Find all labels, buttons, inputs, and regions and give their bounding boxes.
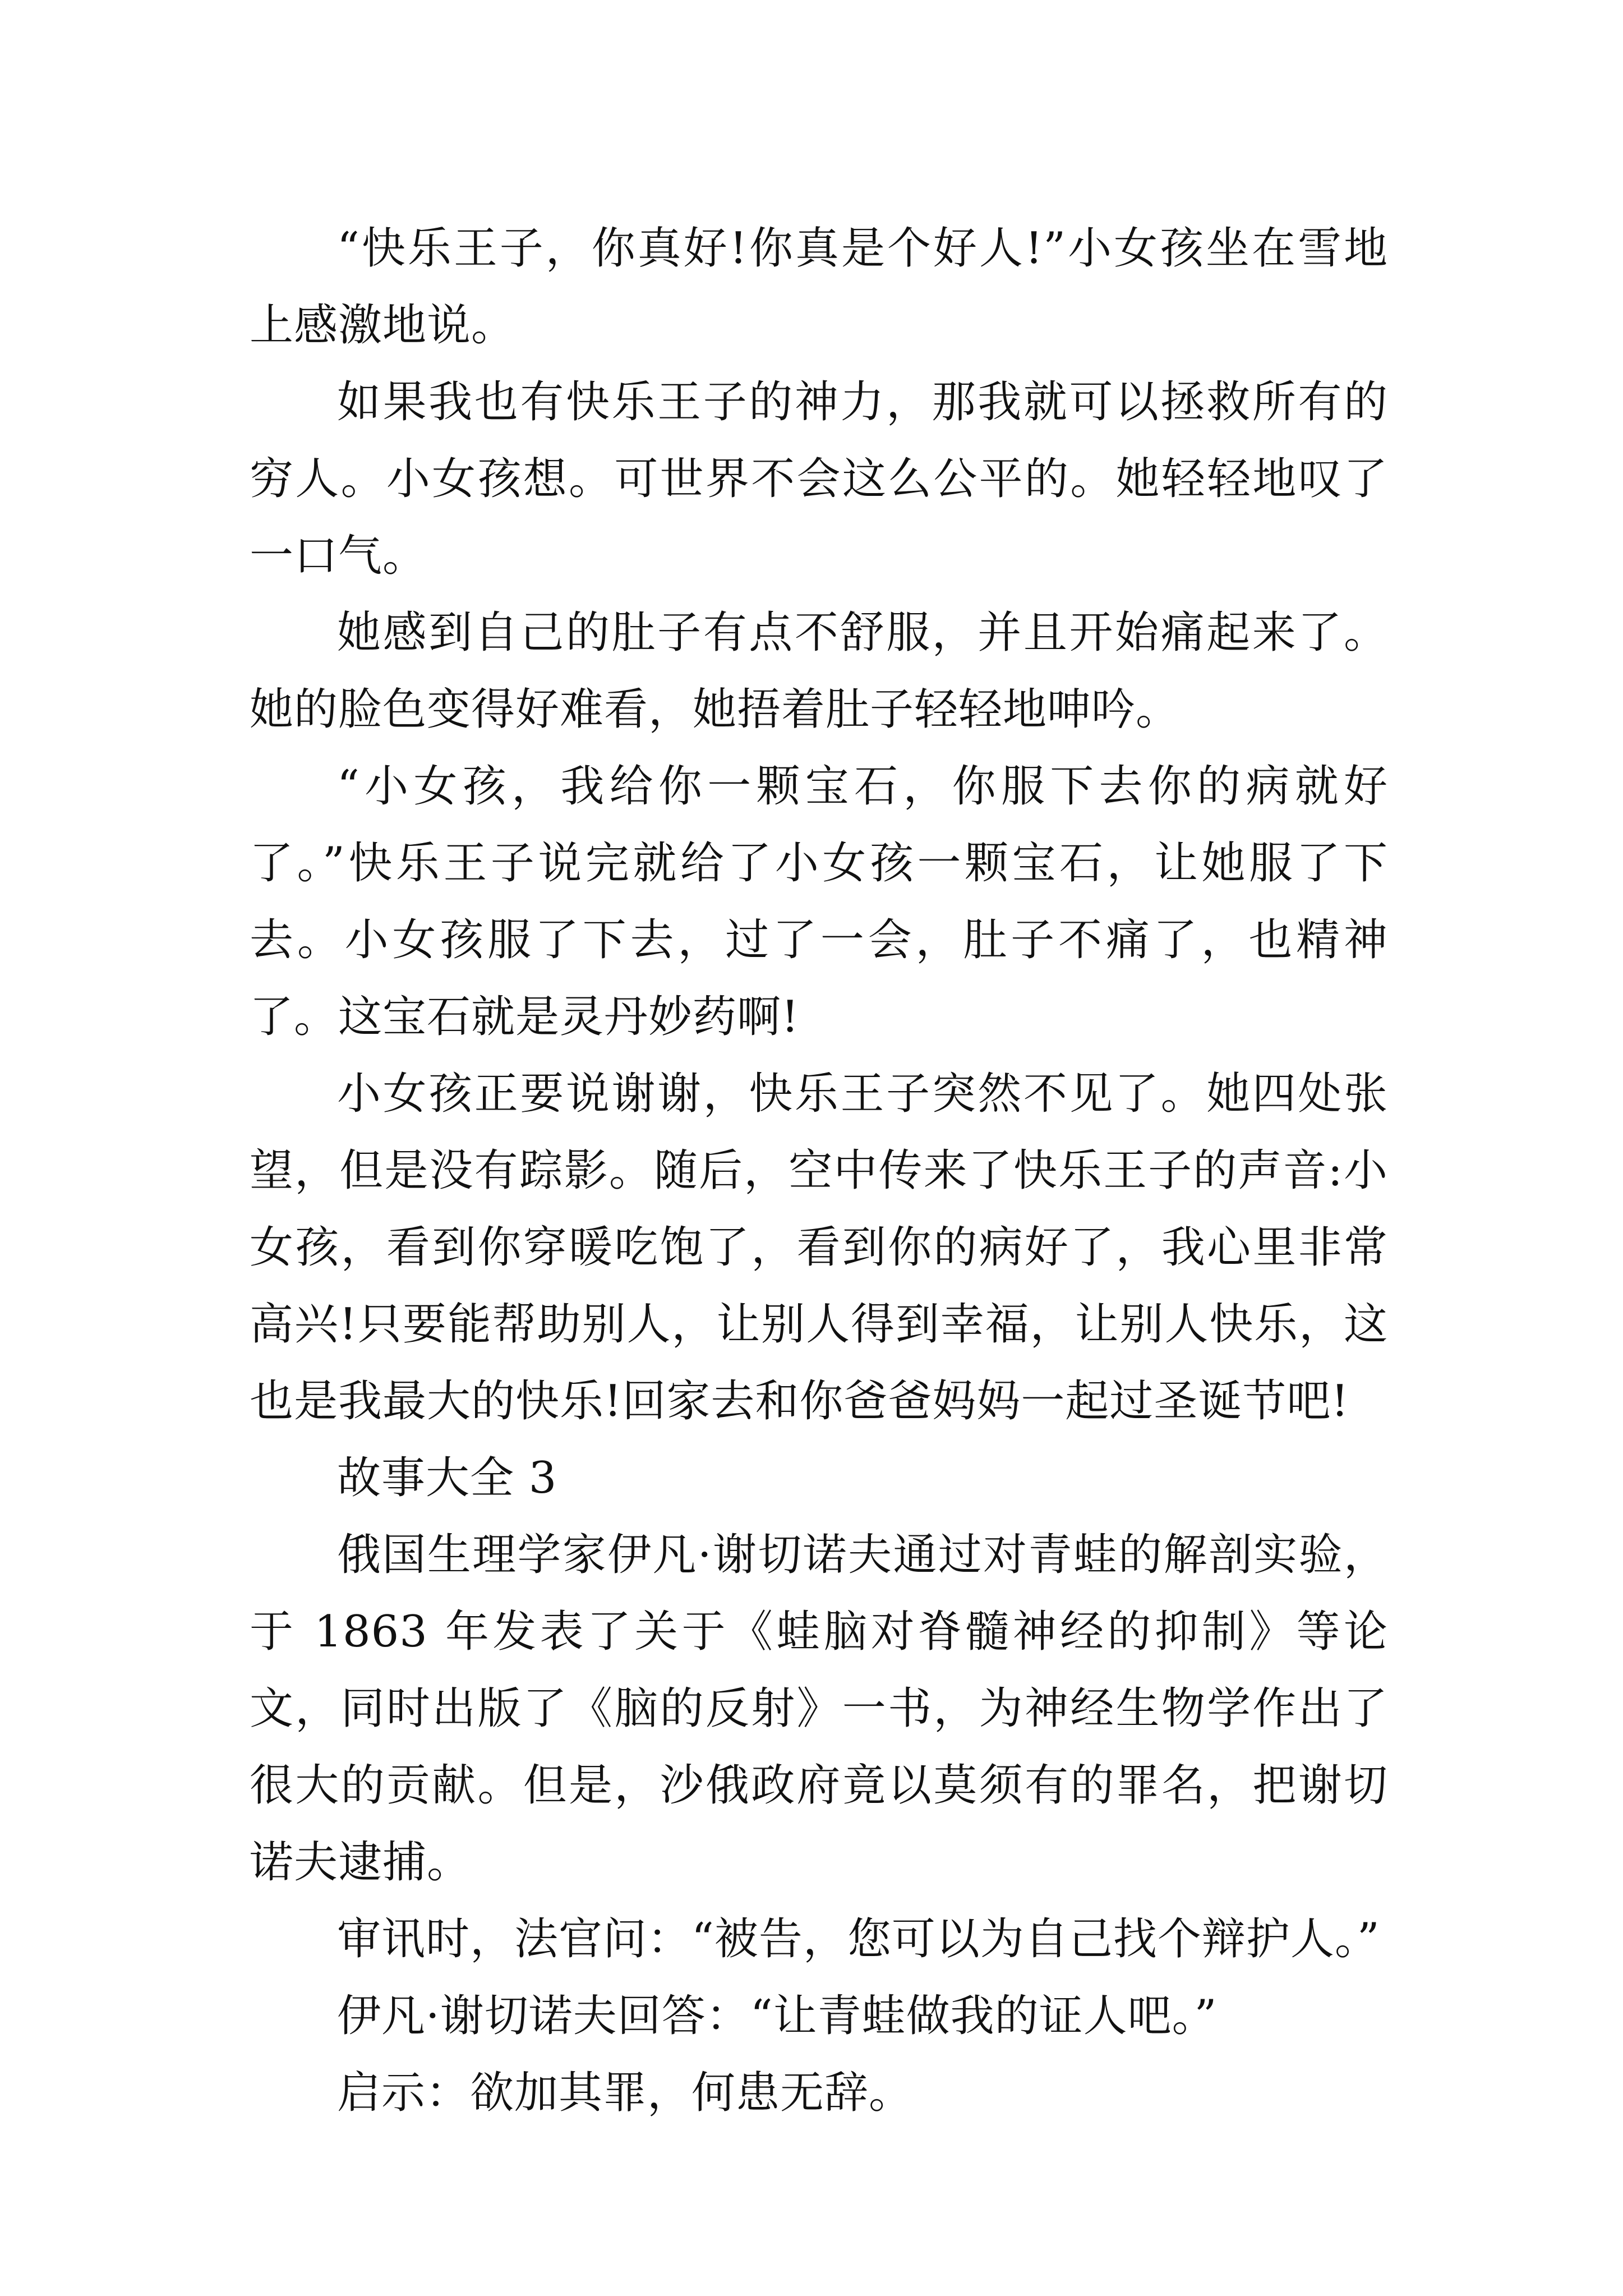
paragraph-8: 伊凡·谢切诺夫回答：“让青蛙做我的证人吧。” xyxy=(337,1991,1218,2041)
paragraph-4: “小女孩，我给你一颗宝石，你服下去你的病就好了。”快乐王子说完就给了小女孩一颗宝石，让她服了下去。小女孩服了下去，过了一会，肚子不痛了，也精神了。这宝石就是灵丹妙药啊! xyxy=(250,761,1388,1042)
paragraph-6: 俄国生理学家伊凡·谢切诺夫通过对青蛙的解剖实验，于 1863 年发表了关于《蛙脑对脊髓神经的抑制》等论文，同时出版了《脑的反射》一书，为神经生物学作出了很大的贡献。但是，沙俄政府竟以莫须有的罪名，把谢切诺夫逮捕。 xyxy=(250,1530,1388,1888)
section-heading: 故事大全 3 xyxy=(337,1453,557,1503)
paragraph-9: 启示：欲加其罪，何患无辞。 xyxy=(337,2068,914,2118)
paragraph-2: 如果我也有快乐王子的神力，那我就可以拯救所有的穷人。小女孩想。可世界不会这么公平的。她轻轻地叹了一口气。 xyxy=(250,377,1388,581)
document-body xyxy=(250,210,1388,2132)
paragraph-1: “快乐王子，你真好!你真是个好人!”小女孩坐在雪地上感激地说。 xyxy=(250,223,1388,351)
paragraph-3: 她感到自己的肚子有点不舒服，并且开始痛起来了。她的脸色变得好难看，她捂着肚子轻轻地呻吟。 xyxy=(250,608,1388,735)
paragraph-7: 审讯时，法官问：“被告，您可以为自己找个辩护人。” xyxy=(337,1914,1380,1964)
paragraph-5: 小女孩正要说谢谢，快乐王子突然不见了。她四处张望，但是没有踪影。随后，空中传来了快乐王子的声音:小女孩，看到你穿暖吃饱了，看到你的病好了，我心里非常高兴!只要能帮助别人，让别人得到幸福，让别人快乐，这也是我最大的快乐!回家去和你爸爸妈妈一起过圣诞节吧! xyxy=(250,1069,1388,1427)
